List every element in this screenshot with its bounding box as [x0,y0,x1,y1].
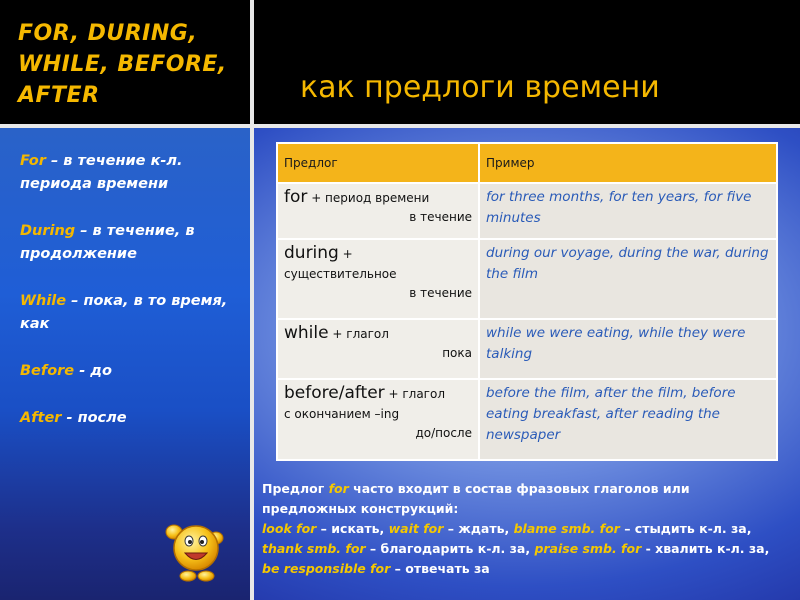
title-line: WHILE, BEFORE, [18,52,227,77]
preposition-rule-line: с окончанием –ing [284,407,400,421]
phrasal-translation: – отвечать за [390,561,490,576]
legend-text: - после [61,410,127,426]
column-header: Пример [479,143,777,183]
legend-item [20,360,245,383]
preposition-word: for [284,187,308,207]
legend-text: – в течение, в продолжение [20,223,195,262]
note-keyword: for [328,481,349,496]
legend-item [20,290,245,336]
preposition-rule: + глагол [384,387,445,401]
waving-smiley-icon [160,510,230,590]
legend-keyword: For [20,153,46,169]
legend-keyword: During [20,223,76,239]
phrasal-verb: wait for [388,521,444,536]
prepositions-table [276,142,778,461]
legend-item [20,407,245,430]
legend [20,150,245,454]
legend-text: - до [74,363,112,379]
phrasal-translation: – искать, [316,521,389,536]
title-line: AFTER [18,83,100,108]
legend-keyword: Before [20,363,75,379]
legend-keyword: While [20,293,67,309]
preposition-rule: + [338,247,353,261]
phrasal-translation: – стыдить к-л. за, [619,521,752,536]
phrasal-verb: praise smb. for [534,541,642,556]
legend-text: – пока, в то время, как [20,293,228,332]
phrasal-verb: thank smb. for [262,541,366,556]
phrasal-verb: be responsible for [262,561,391,576]
horizontal-divider [0,124,800,128]
preposition-cell [277,239,479,319]
phrasal-verb: look for [262,521,317,536]
preposition-rule: + глагол [328,327,389,341]
column-header: Предлог [277,143,479,183]
preposition-meaning: в течение [409,286,472,300]
preposition-cell [277,379,479,460]
example-cell: while we were eating, while they were talking [479,319,777,379]
example-cell: during our voyage, during the war, during the film [479,239,777,319]
phrasal-translation: - хвалить к-л. за, [641,541,770,556]
preposition-meaning: до/после [415,426,472,440]
table-row [277,239,777,319]
legend-item [20,150,245,196]
preposition-rule: + период времени [307,191,430,205]
phrasal-translation: – благодарить к-л. за, [365,541,535,556]
vertical-divider [250,0,254,600]
table-row [277,319,777,379]
table-row [277,183,777,239]
preposition-cell [277,183,479,239]
preposition-cell [277,319,479,379]
phrasal-verbs-note: Предлог for часто входит в состав фразовых глаголов или предложных конструкций: look for – искать, wait for – ждать, blame smb. for – стыдить к-л. за, thank smb. for – благодарить к-л. за, praise smb. for - хвалить к-л. за, be responsible for – отвечать за [262,481,770,576]
preposition-meaning: пока [442,346,472,360]
preposition-word: during [284,243,339,263]
subtitle: как предлоги времени [300,70,660,105]
table-row [277,379,777,460]
preposition-meaning: в течение [409,210,472,224]
example-cell: before the film, after the film, before eating breakfast, after reading the newspaper [479,379,777,460]
example-cell: for three months, for ten years, for five minutes [479,183,777,239]
legend-keyword: After [20,410,62,426]
preposition-word: before/after [284,383,385,403]
preposition-rule-line: существительное [284,267,397,281]
phrasal-verb: blame smb. for [513,521,620,536]
legend-item [20,220,245,266]
title-line: FOR, DURING, [18,21,198,46]
preposition-word: while [284,323,329,343]
table-header-row [277,143,777,183]
phrasal-translation: – ждать, [443,521,514,536]
main-title [18,18,243,111]
legend-text: – в течение к-л. периода времени [20,153,183,192]
